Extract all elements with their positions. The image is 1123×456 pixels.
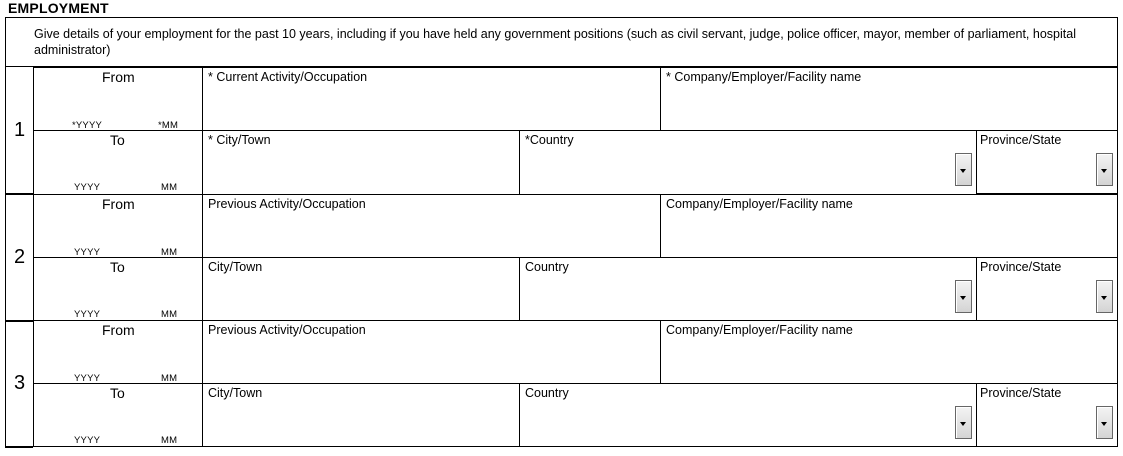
- company-label: Company/Employer/Facility name: [666, 323, 853, 337]
- border-left: [5, 194, 6, 321]
- to-label: To: [110, 132, 125, 148]
- activity-label: Previous Activity/Occupation: [208, 197, 366, 211]
- province-label: Province/State: [980, 260, 1062, 274]
- province-dropdown-button[interactable]: [1096, 406, 1113, 439]
- country-label: Country: [525, 260, 569, 274]
- chevron-down-icon: [1101, 169, 1107, 173]
- activity-label: Previous Activity/Occupation: [208, 323, 366, 337]
- entry-number: 3: [14, 372, 26, 394]
- country-select[interactable]: [520, 258, 976, 320]
- from-year-label: *YYYY: [72, 120, 103, 131]
- to-year-label: YYYY: [74, 309, 101, 320]
- entry-number: 2: [14, 246, 26, 268]
- chevron-down-icon: [1101, 296, 1107, 300]
- company-label: Company/Employer/Facility name: [666, 197, 853, 211]
- to-year-label: YYYY: [74, 435, 101, 446]
- country-select[interactable]: [520, 384, 976, 446]
- border-bottom: [5, 446, 1118, 447]
- province-dropdown-button[interactable]: [1096, 280, 1113, 313]
- from-year-label: YYYY: [74, 373, 101, 384]
- province-label: Province/State: [980, 133, 1062, 147]
- to-label: To: [110, 259, 125, 275]
- instructions-text: Give details of your employment for the past 10 years, including if you have held any government positions (such as civil servant, judge, police officer, mayor, member of parliament, hospital administrator): [34, 27, 1076, 57]
- chevron-down-icon: [960, 169, 966, 173]
- entry-number: 1: [14, 119, 26, 141]
- to-month-label: MM: [161, 309, 178, 320]
- border-left: [5, 67, 6, 194]
- country-dropdown-button[interactable]: [955, 406, 972, 439]
- from-label: From: [102, 196, 135, 212]
- chevron-down-icon: [960, 296, 966, 300]
- from-month-label: *MM: [158, 120, 179, 131]
- to-year-label: YYYY: [74, 182, 101, 193]
- section-title: EMPLOYMENT: [8, 0, 109, 16]
- country-select[interactable]: [520, 131, 976, 193]
- from-month-label: MM: [161, 373, 178, 384]
- province-label: Province/State: [980, 386, 1062, 400]
- city-label: City/Town: [208, 386, 263, 400]
- from-month-label: MM: [161, 247, 178, 258]
- country-dropdown-button[interactable]: [955, 280, 972, 313]
- activity-label: * Current Activity/Occupation: [208, 70, 368, 84]
- province-dropdown-button[interactable]: [1096, 153, 1113, 186]
- city-label: City/Town: [208, 260, 263, 274]
- company-label: * Company/Employer/Facility name: [666, 70, 862, 84]
- chevron-down-icon: [960, 422, 966, 426]
- chevron-down-icon: [1101, 422, 1107, 426]
- from-label: From: [102, 322, 135, 338]
- country-label: Country: [525, 386, 569, 400]
- from-label: From: [102, 69, 135, 85]
- city-label: * City/Town: [208, 133, 271, 147]
- to-month-label: MM: [161, 182, 178, 193]
- country-label: *Country: [525, 133, 574, 147]
- from-year-label: YYYY: [74, 247, 101, 258]
- border-left: [5, 320, 6, 447]
- to-month-label: MM: [161, 435, 178, 446]
- to-label: To: [110, 385, 125, 401]
- country-dropdown-button[interactable]: [955, 153, 972, 186]
